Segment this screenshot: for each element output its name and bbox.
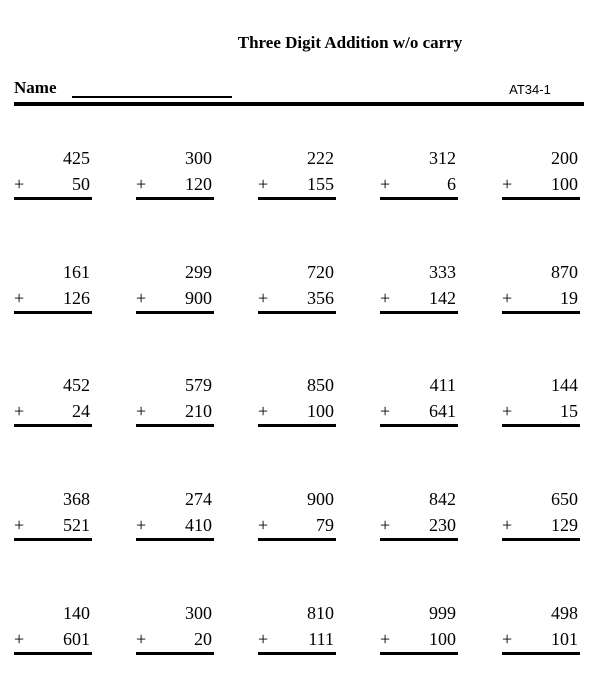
addition-problem xyxy=(14,603,92,659)
top-addend: 144 xyxy=(551,375,578,395)
bottom-addend: 50 xyxy=(72,174,90,194)
bottom-addend: 24 xyxy=(72,401,90,421)
answer-line[interactable] xyxy=(14,652,92,655)
addition-problem xyxy=(136,262,214,318)
worksheet-code: AT34-1 xyxy=(509,82,551,97)
addition-problem xyxy=(136,603,214,659)
plus-sign: + xyxy=(14,515,25,535)
answer-line[interactable] xyxy=(258,424,336,427)
plus-sign: + xyxy=(380,629,391,649)
top-addend: 900 xyxy=(307,489,334,509)
addition-problem xyxy=(502,375,580,431)
addition-problem xyxy=(14,262,92,318)
addition-problem xyxy=(380,603,458,659)
top-addend: 498 xyxy=(551,603,578,623)
top-addend: 452 xyxy=(63,375,90,395)
plus-sign: + xyxy=(136,629,147,649)
bottom-addend: 230 xyxy=(429,515,456,535)
addition-problem xyxy=(258,148,336,204)
plus-sign: + xyxy=(136,288,147,308)
bottom-addend: 100 xyxy=(307,401,334,421)
answer-line[interactable] xyxy=(14,424,92,427)
plus-sign: + xyxy=(380,515,391,535)
answer-line[interactable] xyxy=(258,652,336,655)
top-addend: 425 xyxy=(63,148,90,168)
top-addend: 333 xyxy=(429,262,456,282)
plus-sign: + xyxy=(380,401,391,421)
top-addend: 222 xyxy=(307,148,334,168)
answer-line[interactable] xyxy=(502,311,580,314)
top-addend: 299 xyxy=(185,262,212,282)
bottom-addend: 900 xyxy=(185,288,212,308)
answer-line[interactable] xyxy=(258,538,336,541)
answer-line[interactable] xyxy=(380,311,458,314)
answer-line[interactable] xyxy=(258,311,336,314)
answer-line[interactable] xyxy=(14,538,92,541)
plus-sign: + xyxy=(380,174,391,194)
answer-line[interactable] xyxy=(136,538,214,541)
addition-problem xyxy=(502,262,580,318)
answer-line[interactable] xyxy=(502,538,580,541)
top-addend: 999 xyxy=(429,603,456,623)
top-addend: 850 xyxy=(307,375,334,395)
answer-line[interactable] xyxy=(136,197,214,200)
plus-sign: + xyxy=(258,515,269,535)
addition-problem xyxy=(136,489,214,545)
bottom-addend: 100 xyxy=(551,174,578,194)
answer-line[interactable] xyxy=(380,538,458,541)
addition-problem xyxy=(258,262,336,318)
answer-line[interactable] xyxy=(380,424,458,427)
bottom-addend: 641 xyxy=(429,401,456,421)
answer-line[interactable] xyxy=(502,652,580,655)
addition-problem xyxy=(380,489,458,545)
top-addend: 140 xyxy=(63,603,90,623)
addition-problem xyxy=(380,262,458,318)
top-addend: 650 xyxy=(551,489,578,509)
top-addend: 842 xyxy=(429,489,456,509)
plus-sign: + xyxy=(502,401,513,421)
answer-line[interactable] xyxy=(258,197,336,200)
answer-line[interactable] xyxy=(380,197,458,200)
addition-problem xyxy=(502,489,580,545)
bottom-addend: 129 xyxy=(551,515,578,535)
plus-sign: + xyxy=(14,288,25,308)
bottom-addend: 155 xyxy=(307,174,334,194)
addition-problem xyxy=(502,148,580,204)
top-addend: 200 xyxy=(551,148,578,168)
bottom-addend: 111 xyxy=(308,629,334,649)
plus-sign: + xyxy=(136,515,147,535)
top-addend: 579 xyxy=(185,375,212,395)
bottom-addend: 601 xyxy=(63,629,90,649)
bottom-addend: 120 xyxy=(185,174,212,194)
top-addend: 411 xyxy=(429,375,456,395)
addition-problem xyxy=(258,489,336,545)
plus-sign: + xyxy=(14,401,25,421)
addition-problem xyxy=(258,375,336,431)
bottom-addend: 101 xyxy=(551,629,578,649)
top-addend: 300 xyxy=(185,603,212,623)
top-addend: 300 xyxy=(185,148,212,168)
bottom-addend: 15 xyxy=(560,401,578,421)
addition-problem xyxy=(14,148,92,204)
top-addend: 312 xyxy=(429,148,456,168)
bottom-addend: 210 xyxy=(185,401,212,421)
bottom-addend: 6 xyxy=(447,174,456,194)
answer-line[interactable] xyxy=(14,311,92,314)
plus-sign: + xyxy=(502,629,513,649)
answer-line[interactable] xyxy=(14,197,92,200)
bottom-addend: 79 xyxy=(316,515,334,535)
addition-problem xyxy=(380,148,458,204)
answer-line[interactable] xyxy=(380,652,458,655)
bottom-addend: 126 xyxy=(63,288,90,308)
plus-sign: + xyxy=(136,401,147,421)
plus-sign: + xyxy=(258,629,269,649)
plus-sign: + xyxy=(14,629,25,649)
addition-problem xyxy=(14,375,92,431)
top-addend: 368 xyxy=(63,489,90,509)
addition-problem xyxy=(380,375,458,431)
bottom-addend: 20 xyxy=(194,629,212,649)
top-addend: 274 xyxy=(185,489,212,509)
plus-sign: + xyxy=(14,174,25,194)
answer-line[interactable] xyxy=(502,197,580,200)
bottom-addend: 521 xyxy=(63,515,90,535)
name-label: Name xyxy=(14,78,57,97)
plus-sign: + xyxy=(502,515,513,535)
plus-sign: + xyxy=(502,174,513,194)
addition-problem xyxy=(136,375,214,431)
plus-sign: + xyxy=(258,174,269,194)
plus-sign: + xyxy=(502,288,513,308)
addition-problem xyxy=(14,489,92,545)
bottom-addend: 100 xyxy=(429,629,456,649)
bottom-addend: 356 xyxy=(307,288,334,308)
plus-sign: + xyxy=(380,288,391,308)
answer-line[interactable] xyxy=(502,424,580,427)
worksheet-title: Three Digit Addition w/o carry xyxy=(237,33,463,52)
bottom-addend: 19 xyxy=(560,288,578,308)
bottom-addend: 410 xyxy=(185,515,212,535)
plus-sign: + xyxy=(258,288,269,308)
plus-sign: + xyxy=(258,401,269,421)
plus-sign: + xyxy=(136,174,147,194)
top-addend: 870 xyxy=(551,262,578,282)
bottom-addend: 142 xyxy=(429,288,456,308)
top-addend: 720 xyxy=(307,262,334,282)
addition-problem xyxy=(258,603,336,659)
addition-problem xyxy=(136,148,214,204)
answer-line[interactable] xyxy=(136,652,214,655)
answer-line[interactable] xyxy=(136,424,214,427)
addition-problem xyxy=(502,603,580,659)
top-addend: 810 xyxy=(307,603,334,623)
answer-line[interactable] xyxy=(136,311,214,314)
top-addend: 161 xyxy=(63,262,90,282)
